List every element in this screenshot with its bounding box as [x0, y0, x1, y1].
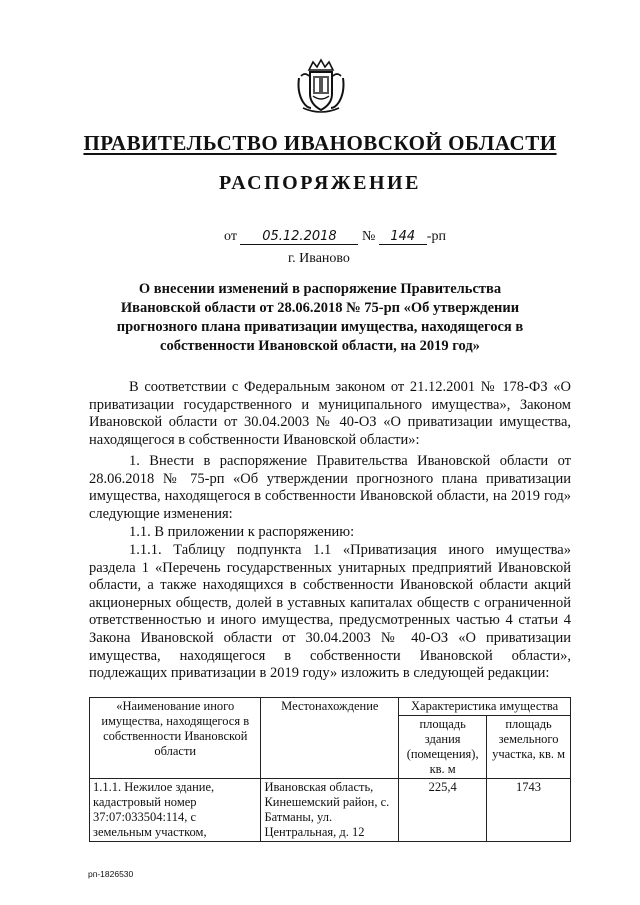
date-value: 05.12.2018	[240, 229, 358, 245]
row-building-area: 225,4	[399, 779, 487, 842]
row-land-area: 1743	[487, 779, 571, 842]
body-paragraph-3: 1.1. В приложении к распоряжению:	[129, 524, 355, 540]
table-row	[90, 779, 571, 842]
government-title: ПРАВИТЕЛЬСТВО ИВАНОВСКОЙ ОБЛАСТИ	[83, 131, 557, 155]
document-subject: О внесении изменений в распоряжение Правительства Ивановской области от 28.06.2018 № 75-рп «Об утверждении прогнозного плана приватизации имущества, находящегося в собственности Ивановской области, на 2019 год»	[116, 281, 524, 354]
row-name: 1.1.1. Нежилое здание, кадастровый номер 37:07:033504:114, с земельным участком,	[90, 779, 261, 842]
body-paragraph-1: В соответствии с Федеральным законом от 21.12.2001 № 178-ФЗ «О приватизации государственного и муниципального имущества», Законом Ивановской области от 30.04.2003 № 40-ОЗ «О приватизации имущества, находящегося в собственности Ивановской области»:	[89, 379, 571, 448]
col-characteristics-header: Характеристика имущества	[399, 698, 571, 716]
row-location: Ивановская область, Кинешемский район, с. Батманы, ул. Центральная, д. 12	[261, 779, 399, 842]
city-name: г. Иваново	[288, 251, 350, 266]
number-suffix: -рп	[426, 229, 446, 244]
footer-document-code: рп-1826530	[88, 869, 134, 879]
body-paragraph-2: 1. Внести в распоряжение Правительства Ивановской области от 28.06.2018 № 75-рп «Об утверждении прогнозного плана приватизации имущества, находящегося в собственности Ивановской области, на 2019 год» следующие изменения:	[89, 453, 571, 522]
col-building-area-header: площадь здания (помещения), кв. м	[399, 716, 487, 779]
body-paragraph-4: 1.1.1. Таблицу подпункта 1.1 «Приватизация иного имущества» раздела 1 «Перечень государственных унитарных предприятий Ивановской области, а также находящихся в собственности Ивановской области акций акционерных обществ, долей в уставных капиталах обществ с ограниченной ответственностью и иного имущества, предусмотренных частью 4 статьи 4 Закона Ивановской области от 30.04.2003 № 40-ОЗ «О приватизации имущества, находящегося в собственности Ивановской области», подлежащих приватизации в 2019 году» изложить в следующей редакции:	[89, 542, 571, 682]
date-number-line	[224, 229, 446, 245]
col-name-header: «Наименование иного имущества, находящегося в собственности Ивановской области	[90, 698, 261, 779]
property-table	[89, 697, 571, 842]
table-header-row	[90, 698, 571, 716]
document-type-title: РАСПОРЯЖЕНИЕ	[219, 172, 421, 194]
date-prefix: от	[224, 229, 237, 244]
col-land-area-header: площадь земельного участка, кв. м	[487, 716, 571, 779]
number-value: 144	[379, 229, 427, 245]
number-prefix: №	[361, 229, 376, 244]
coat-of-arms-emblem	[295, 58, 347, 114]
col-location-header: Местонахождение	[261, 698, 399, 779]
